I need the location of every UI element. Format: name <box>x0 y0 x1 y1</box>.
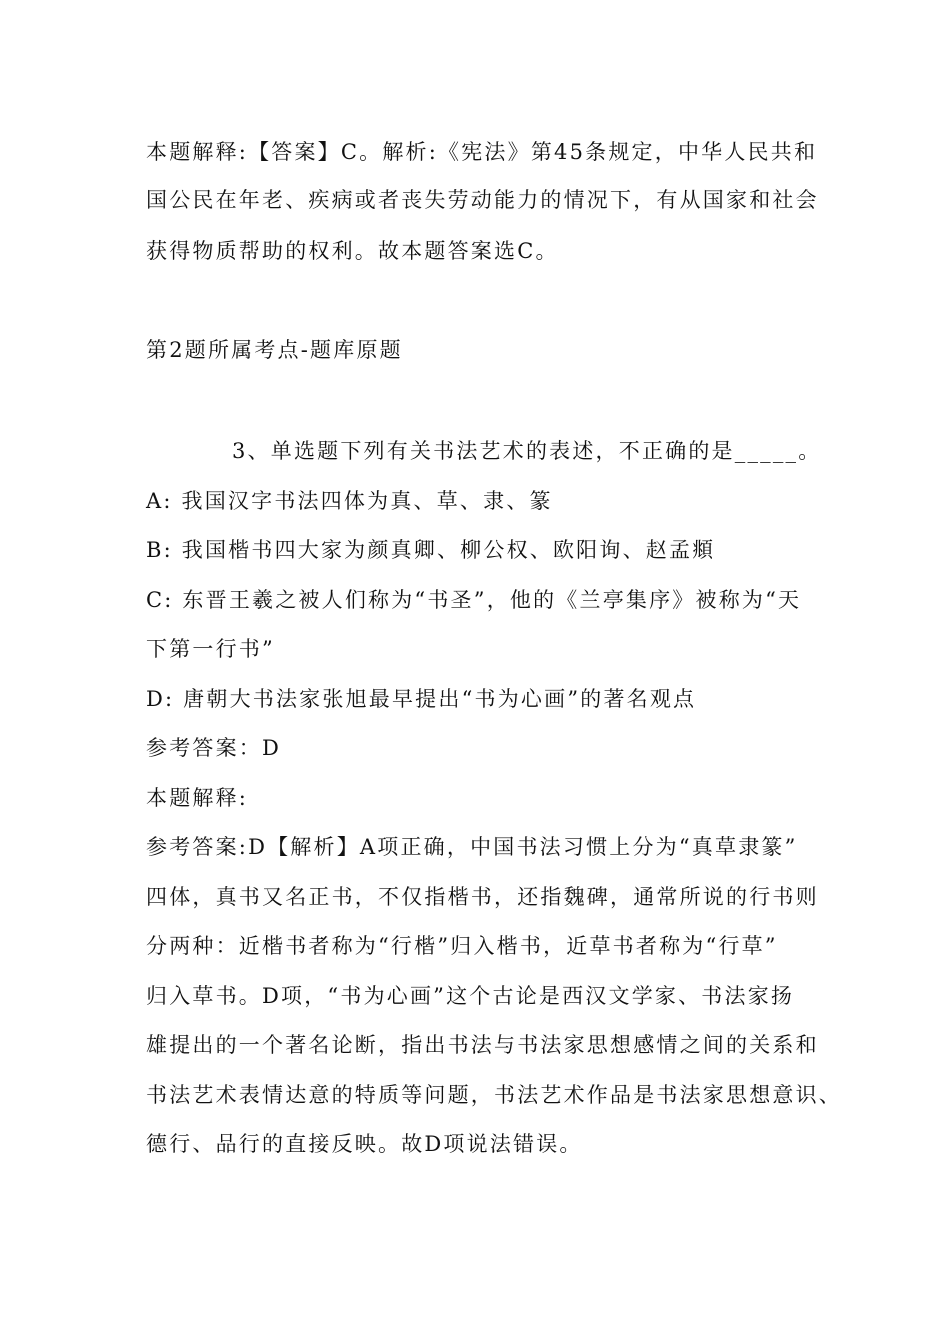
q3-explanation-line-5: 雄提出的一个著名论断，指出书法与书法家思想感情之间的关系和 <box>146 1033 819 1057</box>
q3-option-d: D: 唐朝大书法家张旭最早提出“书为心画”的著名观点 <box>146 687 697 711</box>
q3-explanation-label: 本题解释: <box>146 786 249 810</box>
q3-explanation-line-2: 四体，真书又名正书，不仅指楷书，还指魏碑，通常所说的行书则 <box>146 885 819 909</box>
q3-option-b: B: 我国楷书四大家为颜真卿、柳公权、欧阳询、赵孟頫 <box>146 538 716 562</box>
q2-explanation-line-3: 获得物质帮助的权利。故本题答案选C。 <box>146 239 559 263</box>
q3-option-c-line-2: 下第一行书” <box>146 637 275 661</box>
q2-explanation-line-1: 本题解释:【答案】C。解析:《宪法》第45条规定，中华人民共和 <box>146 140 818 164</box>
q3-explanation-line-6: 书法艺术表情达意的特质等问题，书法艺术作品是书法家思想意识、 <box>146 1083 842 1107</box>
q3-option-c-line-1: C: 东晋王羲之被人们称为“书圣”，他的《兰亭集序》被称为“天 <box>146 588 802 612</box>
q3-stem: 3、单选题下列有关书法艺术的表述，不正确的是_____。 <box>232 439 822 463</box>
q2-topic: 第2题所属考点-题库原题 <box>146 338 403 362</box>
q3-option-a: A: 我国汉字书法四体为真、草、隶、篆 <box>146 489 553 513</box>
q3-explanation-line-3: 分两种：近楷书者称为“行楷”归入楷书，近草书者称为“行草” <box>146 934 778 958</box>
q2-explanation-line-2: 国公民在年老、疾病或者丧失劳动能力的情况下，有从国家和社会 <box>146 188 819 212</box>
q3-explanation-line-7: 德行、品行的直接反映。故D项说法错误。 <box>146 1132 583 1156</box>
q3-answer: 参考答案：D <box>146 736 282 760</box>
q3-explanation-line-1: 参考答案:D【解析】A项正确，中国书法习惯上分为“真草隶篆” <box>146 835 798 859</box>
q3-explanation-line-4: 归入草书。D项，“书为心画”这个古论是西汉文学家、书法家扬 <box>146 984 795 1008</box>
